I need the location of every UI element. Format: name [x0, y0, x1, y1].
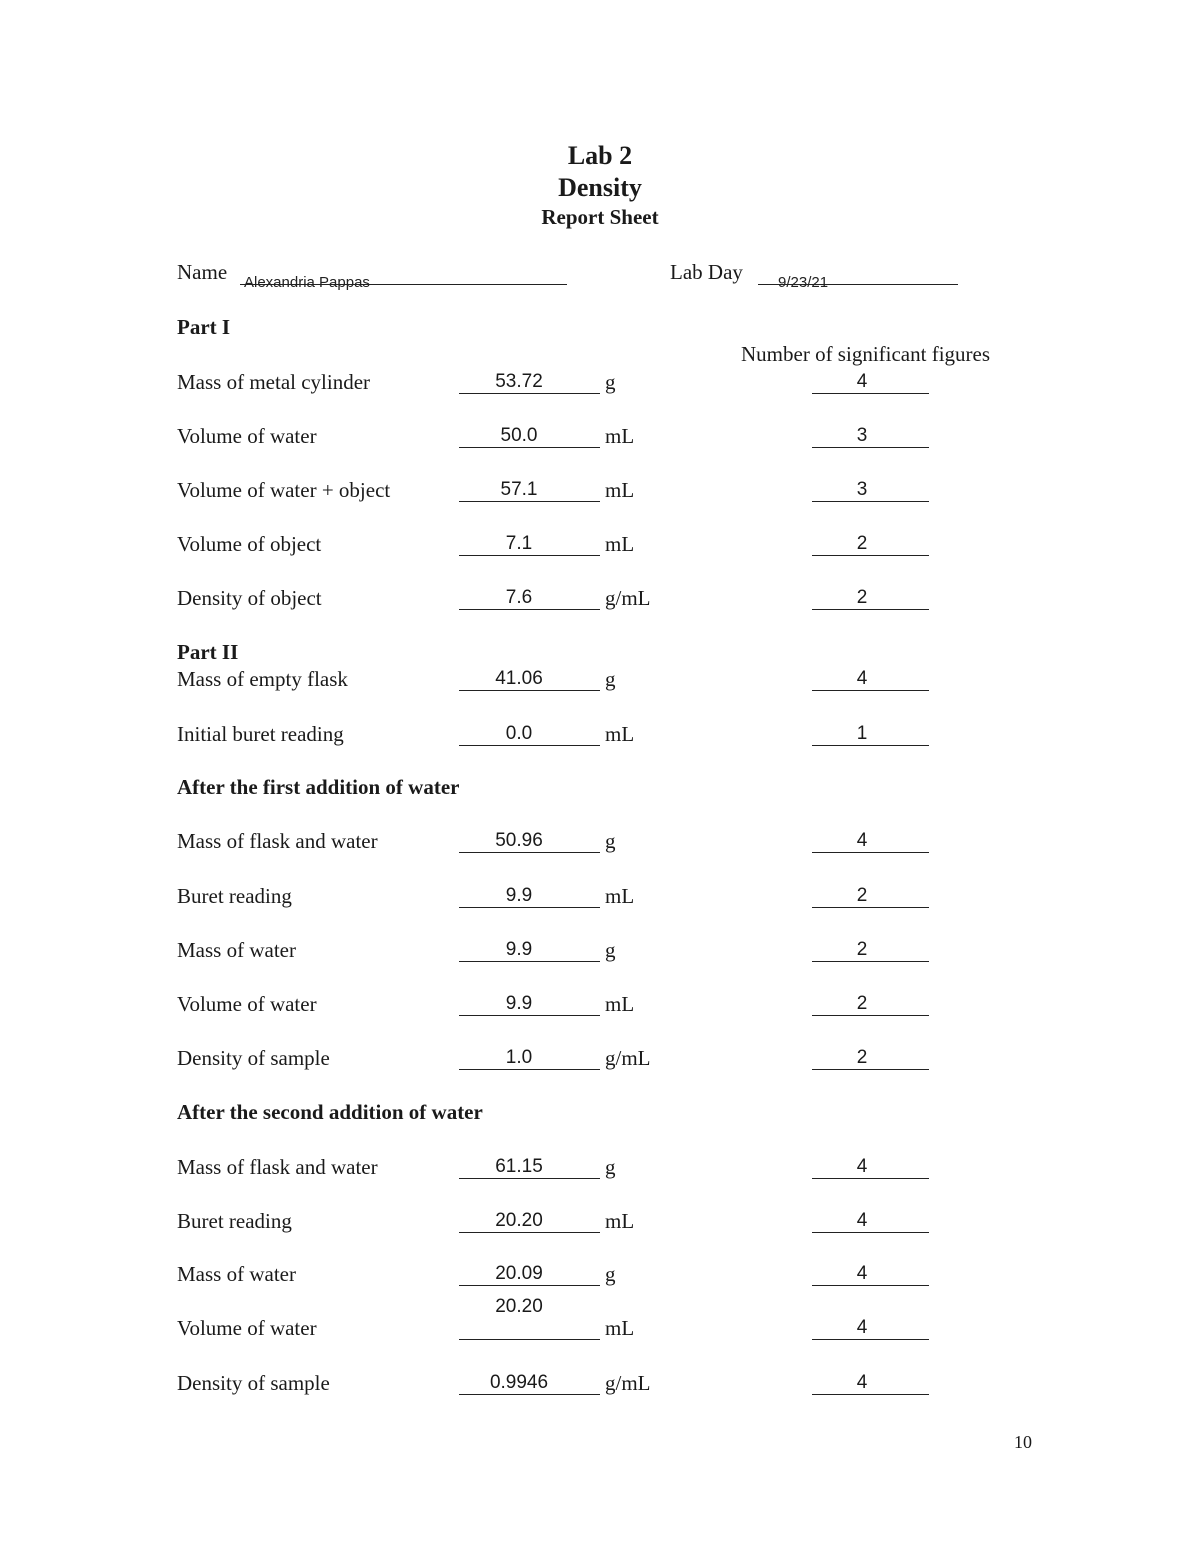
sigfig-text: 2	[856, 587, 868, 608]
name-value: Alexandria Pappas	[244, 274, 370, 291]
table-row	[0, 586, 1200, 626]
name-label: Name	[177, 260, 228, 284]
row-label: Mass of water	[177, 938, 296, 962]
value-field	[459, 722, 600, 746]
row-label: Density of object	[177, 586, 322, 610]
table-row	[0, 667, 1200, 707]
value-text: 7.6	[505, 587, 533, 608]
value-text: 61.15	[495, 1156, 543, 1177]
value-field	[459, 1209, 600, 1233]
sigfig-field	[812, 1316, 929, 1340]
row-label: Density of sample	[177, 1046, 330, 1070]
sigfig-text: 2	[856, 1047, 868, 1068]
unit-label: g/mL	[605, 1371, 651, 1395]
row-label: Volume of object	[177, 532, 322, 556]
sigfig-field	[812, 884, 929, 908]
table-row	[0, 1209, 1200, 1249]
sigfig-text: 3	[856, 479, 868, 500]
table-row	[0, 722, 1200, 762]
value-text: 50.0	[500, 425, 538, 446]
sigfig-underline	[812, 1285, 929, 1286]
value-field	[459, 992, 600, 1016]
value-field	[459, 586, 600, 610]
row-label: Density of sample	[177, 1371, 330, 1395]
sigfig-field	[812, 1155, 929, 1179]
unit-label: mL	[605, 992, 635, 1016]
value-text: 57.1	[500, 479, 538, 500]
sigfig-text: 4	[856, 1372, 868, 1393]
sigfig-field	[812, 667, 929, 691]
value-field	[459, 1296, 600, 1340]
part1-heading: Part I	[177, 315, 231, 339]
table-row	[0, 829, 1200, 869]
sigfig-underline	[812, 393, 929, 394]
value-text: 1.0	[505, 1047, 533, 1068]
sigfig-underline	[812, 690, 929, 691]
unit-label: mL	[605, 532, 635, 556]
unit-label: mL	[605, 722, 635, 746]
row-label: Buret reading	[177, 1209, 292, 1233]
sigfig-field	[812, 829, 929, 853]
sigfig-field	[812, 532, 929, 556]
value-underline	[459, 447, 600, 448]
sigfig-field	[812, 1262, 929, 1286]
row-label: Buret reading	[177, 884, 292, 908]
sigfig-text: 2	[856, 885, 868, 906]
labday-value: 9/23/21	[778, 274, 829, 291]
value-underline	[459, 1394, 600, 1395]
unit-label: g	[605, 1262, 616, 1286]
sigfig-field	[812, 992, 929, 1016]
table-row	[0, 532, 1200, 572]
sigfig-text: 4	[856, 371, 868, 392]
value-text: 0.9946	[489, 1372, 549, 1393]
sigfig-field	[812, 370, 929, 394]
sigfig-underline	[812, 447, 929, 448]
row-label: Volume of water	[177, 424, 317, 448]
value-text: 20.09	[495, 1263, 543, 1284]
value-field	[459, 667, 600, 691]
first-addition-heading: After the first addition of water	[177, 775, 460, 799]
sigfig-text: 2	[856, 993, 868, 1014]
value-field	[459, 370, 600, 394]
table-row	[0, 424, 1200, 464]
sigfig-underline	[812, 1394, 929, 1395]
row-label: Mass of water	[177, 1262, 296, 1286]
table-row	[0, 1262, 1200, 1302]
value-text: 7.1	[505, 533, 533, 554]
unit-label: mL	[605, 478, 635, 502]
row-label: Volume of water + object	[177, 478, 391, 502]
unit-label: mL	[605, 884, 635, 908]
part2-heading: Part II	[177, 640, 239, 664]
row-label: Mass of metal cylinder	[177, 370, 371, 394]
sigfig-underline	[812, 1339, 929, 1340]
sigfig-text: 2	[856, 939, 868, 960]
value-underline	[459, 1285, 600, 1286]
value-field	[459, 884, 600, 908]
table-row	[0, 1046, 1200, 1086]
value-underline	[459, 1178, 600, 1179]
value-underline	[459, 393, 600, 394]
row-label: Mass of empty flask	[177, 667, 348, 691]
value-underline	[459, 1339, 600, 1340]
page-title: Lab 2	[567, 141, 633, 170]
value-field	[459, 1262, 600, 1286]
unit-label: g/mL	[605, 586, 651, 610]
sigfig-underline	[812, 852, 929, 853]
value-text: 9.9	[505, 885, 533, 906]
value-underline	[459, 501, 600, 502]
value-text: 50.96	[495, 830, 543, 851]
sigfig-underline	[812, 501, 929, 502]
sigfig-field	[812, 1046, 929, 1070]
sigfig-field	[812, 938, 929, 962]
value-underline	[459, 745, 600, 746]
table-row	[0, 1371, 1200, 1411]
sigfig-field	[812, 424, 929, 448]
row-label: Initial buret reading	[177, 722, 344, 746]
sigfig-text: 2	[856, 533, 868, 554]
value-text: 20.20	[495, 1210, 543, 1231]
value-field	[459, 938, 600, 962]
table-row	[0, 478, 1200, 518]
value-underline	[459, 961, 600, 962]
value-underline	[459, 1015, 600, 1016]
report-sheet-label: Report Sheet	[541, 205, 659, 229]
sigfig-underline	[812, 555, 929, 556]
sigfig-underline	[812, 609, 929, 610]
table-row	[0, 992, 1200, 1032]
unit-label: mL	[605, 1316, 635, 1340]
value-underline	[459, 852, 600, 853]
value-field	[459, 829, 600, 853]
sigfig-text: 4	[856, 830, 868, 851]
row-label: Mass of flask and water	[177, 1155, 378, 1179]
value-underline	[459, 609, 600, 610]
page-subtitle: Density	[558, 173, 642, 202]
table-row	[0, 370, 1200, 410]
value-field	[459, 1371, 600, 1395]
value-underline	[459, 1069, 600, 1070]
sigfig-text: 1	[856, 723, 868, 744]
value-text: 20.20	[495, 1296, 543, 1317]
value-text: 9.9	[505, 939, 533, 960]
sigfig-underline	[812, 1178, 929, 1179]
sigfig-field	[812, 1209, 929, 1233]
unit-label: g	[605, 1155, 616, 1179]
sigfig-text: 4	[856, 668, 868, 689]
value-field	[459, 532, 600, 556]
table-row	[0, 1155, 1200, 1195]
row-label: Volume of water	[177, 1316, 317, 1340]
value-underline	[459, 1232, 600, 1233]
table-row	[0, 1296, 1200, 1356]
labday-label: Lab Day	[670, 260, 743, 284]
value-text: 53.72	[495, 371, 543, 392]
unit-label: g	[605, 370, 616, 394]
value-text: 0.0	[505, 723, 533, 744]
sigfig-underline	[812, 1015, 929, 1016]
unit-label: mL	[605, 424, 635, 448]
unit-label: g	[605, 829, 616, 853]
sigfig-text: 4	[856, 1210, 868, 1231]
sigfig-text: 4	[856, 1263, 868, 1284]
unit-label: g	[605, 938, 616, 962]
sigfig-field	[812, 1371, 929, 1395]
unit-label: g	[605, 667, 616, 691]
value-underline	[459, 907, 600, 908]
value-field	[459, 1155, 600, 1179]
value-field	[459, 424, 600, 448]
unit-label: g/mL	[605, 1046, 651, 1070]
value-underline	[459, 690, 600, 691]
table-row	[0, 938, 1200, 978]
value-field	[459, 478, 600, 502]
sigfig-header: Number of significant figures	[741, 342, 991, 366]
table-row	[0, 884, 1200, 924]
sigfig-underline	[812, 745, 929, 746]
sigfig-text: 4	[856, 1317, 868, 1338]
unit-label: mL	[605, 1209, 635, 1233]
value-underline	[459, 555, 600, 556]
value-field	[459, 1046, 600, 1070]
page-number: 10	[1014, 1432, 1032, 1452]
sigfig-text: 4	[856, 1156, 868, 1177]
sigfig-field	[812, 586, 929, 610]
row-label: Mass of flask and water	[177, 829, 378, 853]
sigfig-underline	[812, 1069, 929, 1070]
row-label: Volume of water	[177, 992, 317, 1016]
sigfig-underline	[812, 907, 929, 908]
value-text: 9.9	[505, 993, 533, 1014]
sigfig-text: 3	[856, 425, 868, 446]
sigfig-field	[812, 722, 929, 746]
sigfig-underline	[812, 1232, 929, 1233]
value-text: 41.06	[495, 668, 543, 689]
sigfig-field	[812, 478, 929, 502]
second-addition-heading: After the second addition of water	[177, 1100, 483, 1124]
sigfig-underline	[812, 961, 929, 962]
